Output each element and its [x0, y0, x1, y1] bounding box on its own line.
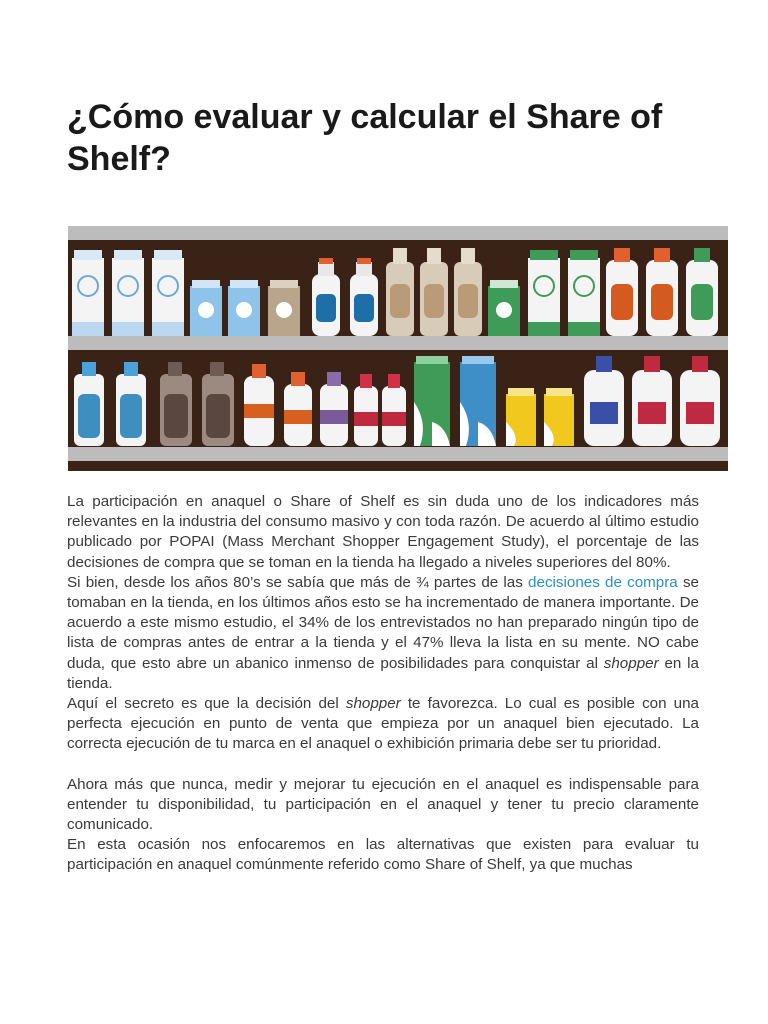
milk-carton-icon [72, 250, 104, 336]
paragraph-2-end: en la tienda. [67, 654, 700, 692]
shelf-illustration [68, 226, 728, 471]
paragraph-4: Ahora más que nunca, medir y mejorar tu ejecución en el anaquel es indispensable para entender tu disponibilidad, tu participación en el anaquel y tener tu precio claramente comunicado. [67, 775, 699, 834]
small-carton-icon [488, 280, 520, 336]
shopper-emphasis: shopper [603, 654, 659, 672]
paragraph-3-text-cont: te favorezca. Lo cual es posible con una perfecta ejecución en punto de venta que empieza por un anaquel bien ejecutado. La correcta ejecución de tu marca en el anaquel o exhibición primaria debe ser tu prioridad. [67, 695, 699, 753]
shelf-top-board [68, 226, 728, 240]
big-carton-icon [414, 356, 450, 446]
page-title: ¿Cómo evaluar y calcular el Share of Shelf? [67, 98, 663, 178]
small-carton-icon [190, 280, 222, 336]
paragraph-2 [67, 573, 699, 694]
milk-carton-icon [528, 250, 560, 336]
paragraph-2-text: Si bien, desde los años 80’s se sabía que más de ¾ partes de las [67, 573, 529, 591]
small-carton-icon [268, 280, 300, 336]
small-carton-icon [506, 388, 536, 446]
tall-bottle-icon [606, 248, 638, 336]
article-body [67, 492, 699, 876]
jug-icon [74, 362, 104, 446]
small-carton-icon [228, 280, 260, 336]
paragraph-spacer [67, 755, 699, 775]
shelf-bottom-board [68, 447, 728, 461]
tall-bottle-icon [646, 248, 678, 336]
milk-carton-icon [568, 250, 600, 336]
tall-bottle-icon [686, 248, 718, 336]
big-carton-icon [460, 356, 496, 446]
milk-carton-icon [112, 250, 144, 336]
shelf-middle-board [68, 336, 728, 350]
paragraph-5: En esta ocasión nos enfocaremos en las alternativas que existen para evaluar tu participación en anaquel comúnmente referido como Share of Shelf, ya que muchas [67, 836, 699, 874]
jug-icon [160, 362, 192, 446]
shopper-emphasis: shopper [345, 695, 401, 713]
paragraph-3 [67, 694, 699, 755]
jug-icon [202, 362, 234, 446]
jug-icon [116, 362, 146, 446]
paragraph-1: La participación en anaquel o Share of Shelf es sin duda uno de los indicadores más relevantes en la industria del consumo masivo y con toda razón. De acuerdo al último estudio publicado por POPAI (Mass Merchant Shopper Engagement Study), el porcentaje de las decisiones de compra que se toman en la tienda ha llegado a niveles superiores del 80%. [67, 493, 699, 571]
decisiones-de-compra-link[interactable]: decisiones de compra [528, 573, 678, 591]
paragraph-3-text: Aquí el secreto es que la decisión del [67, 695, 346, 713]
small-carton-icon [544, 388, 574, 446]
paragraph-2-text-cont: se tomaban en la tienda, en los últimos años esto se ha incrementado de manera importante. De acuerdo a este mismo estudio, el 34% de los entrevistados no han preparado ningún tipo de lista de compras antes de entrar a la tienda y el 47% lleva la lista en su mente. NO cabe duda, que esto abre un abanico inmenso de posibilidades para conquistar al [67, 573, 699, 672]
milk-carton-icon [152, 250, 184, 336]
